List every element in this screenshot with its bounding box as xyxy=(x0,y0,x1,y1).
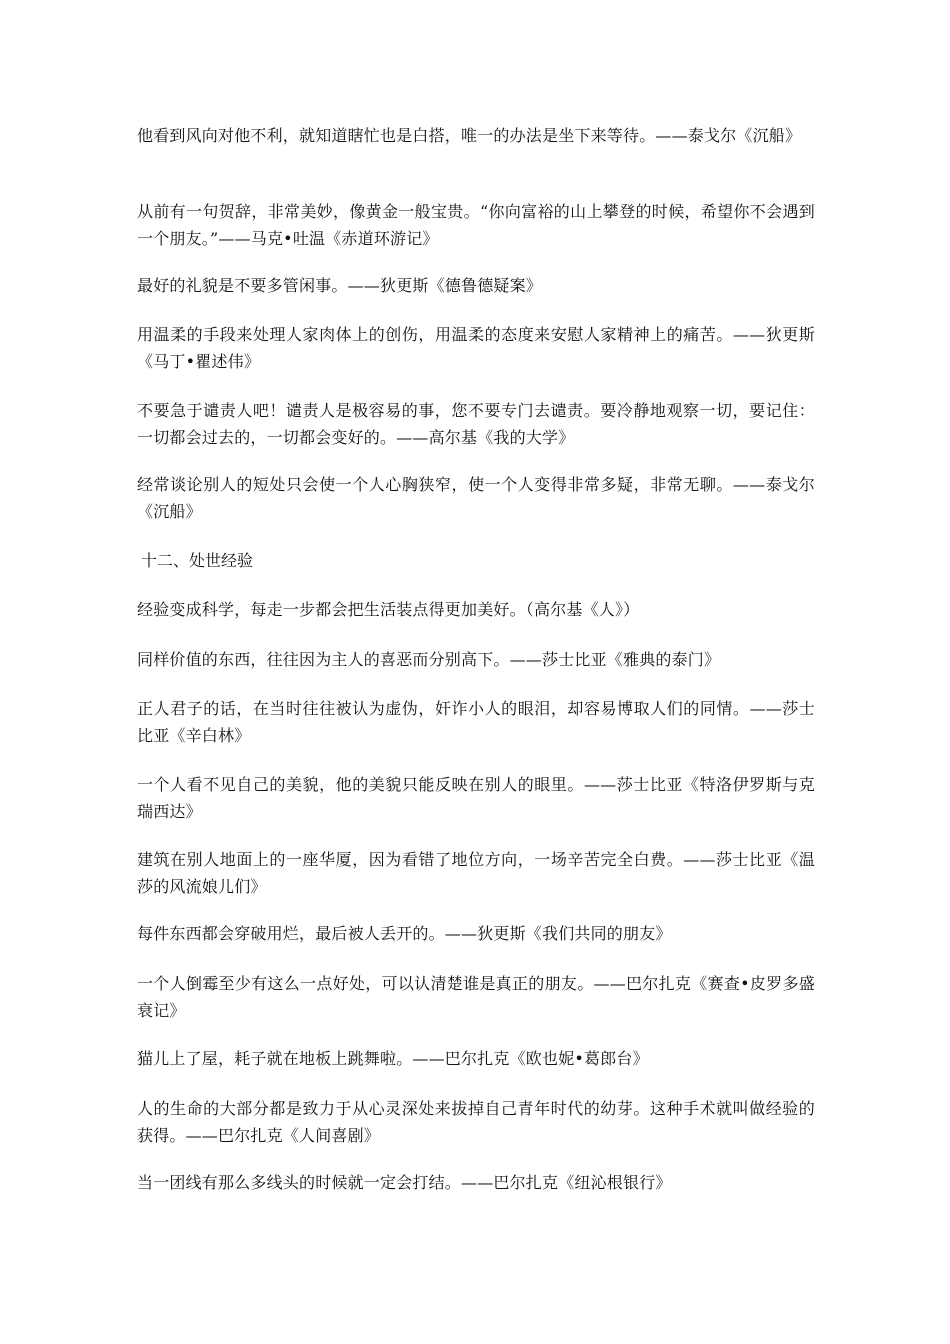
quote-paragraph: 经验变成科学，每走一步都会把生活装点得更加美好。（高尔基《人》） xyxy=(137,600,640,619)
quote-paragraph: 正人君子的话，在当时往往被认为虚伪，奸诈小人的眼泪，却容易博取人们的同情。——莎士比亚《辛白林》 xyxy=(137,699,815,745)
quote-paragraph: 一个人倒霉至少有这么一点好处，可以认清楚谁是真正的朋友。——巴尔扎克《赛查•皮罗多盛衰记》 xyxy=(137,974,815,1020)
quote-paragraph: 他看到风向对他不利，就知道瞎忙也是白搭，唯一的办法是坐下来等待。——泰戈尔《沉船》 xyxy=(137,126,802,145)
quote-paragraph: 经常谈论别人的短处只会使一个人心胸狭窄，使一个人变得非常多疑，非常无聊。——泰戈尔《沉船》 xyxy=(137,475,815,521)
quote-paragraph: 最好的礼貌是不要多管闲事。——狄更斯《德鲁德疑案》 xyxy=(137,276,543,295)
quote-paragraph: 每件东西都会穿破用烂，最后被人丢开的。——狄更斯《我们共同的朋友》 xyxy=(137,924,672,943)
quote-paragraph: 同样价值的东西，往往因为主人的喜恶而分别高下。——莎士比亚《雅典的泰门》 xyxy=(137,650,721,669)
quote-paragraph: 用温柔的手段来处理人家肉体上的创伤，用温柔的态度来安慰人家精神上的痛苦。——狄更斯《马丁•瞿述伟》 xyxy=(137,325,815,371)
quote-paragraph: 不要急于谴责人吧！谴责人是极容易的事，您不要专门去谴责。要冷静地观察一切，要记住：一切都会过去的，一切都会变好的。——高尔基《我的大学》 xyxy=(137,401,815,447)
quote-paragraph: 一个人看不见自己的美貌，他的美貌只能反映在别人的眼里。——莎士比亚《特洛伊罗斯与克瑞西达》 xyxy=(137,775,815,821)
quote-paragraph: 从前有一句贺辞，非常美妙，像黄金一般宝贵。“你向富裕的山上攀登的时候，希望你不会遇到一个朋友。”——马克•吐温《赤道环游记》 xyxy=(137,202,815,248)
section-heading: 十二、处世经验 xyxy=(141,551,254,570)
quote-paragraph: 建筑在别人地面上的一座华厦，因为看错了地位方向，一场辛苦完全白费。——莎士比亚《温莎的风流娘儿们》 xyxy=(137,850,815,896)
quote-paragraph: 人的生命的大部分都是致力于从心灵深处来拔掉自己青年时代的幼芽。这种手术就叫做经验的获得。——巴尔扎克《人间喜剧》 xyxy=(137,1099,815,1145)
quote-paragraph: 当一团线有那么多线头的时候就一定会打结。——巴尔扎克《纽沁根银行》 xyxy=(137,1173,672,1192)
quote-paragraph: 猫儿上了屋，耗子就在地板上跳舞啦。——巴尔扎克《欧也妮•葛郎台》 xyxy=(137,1049,649,1068)
